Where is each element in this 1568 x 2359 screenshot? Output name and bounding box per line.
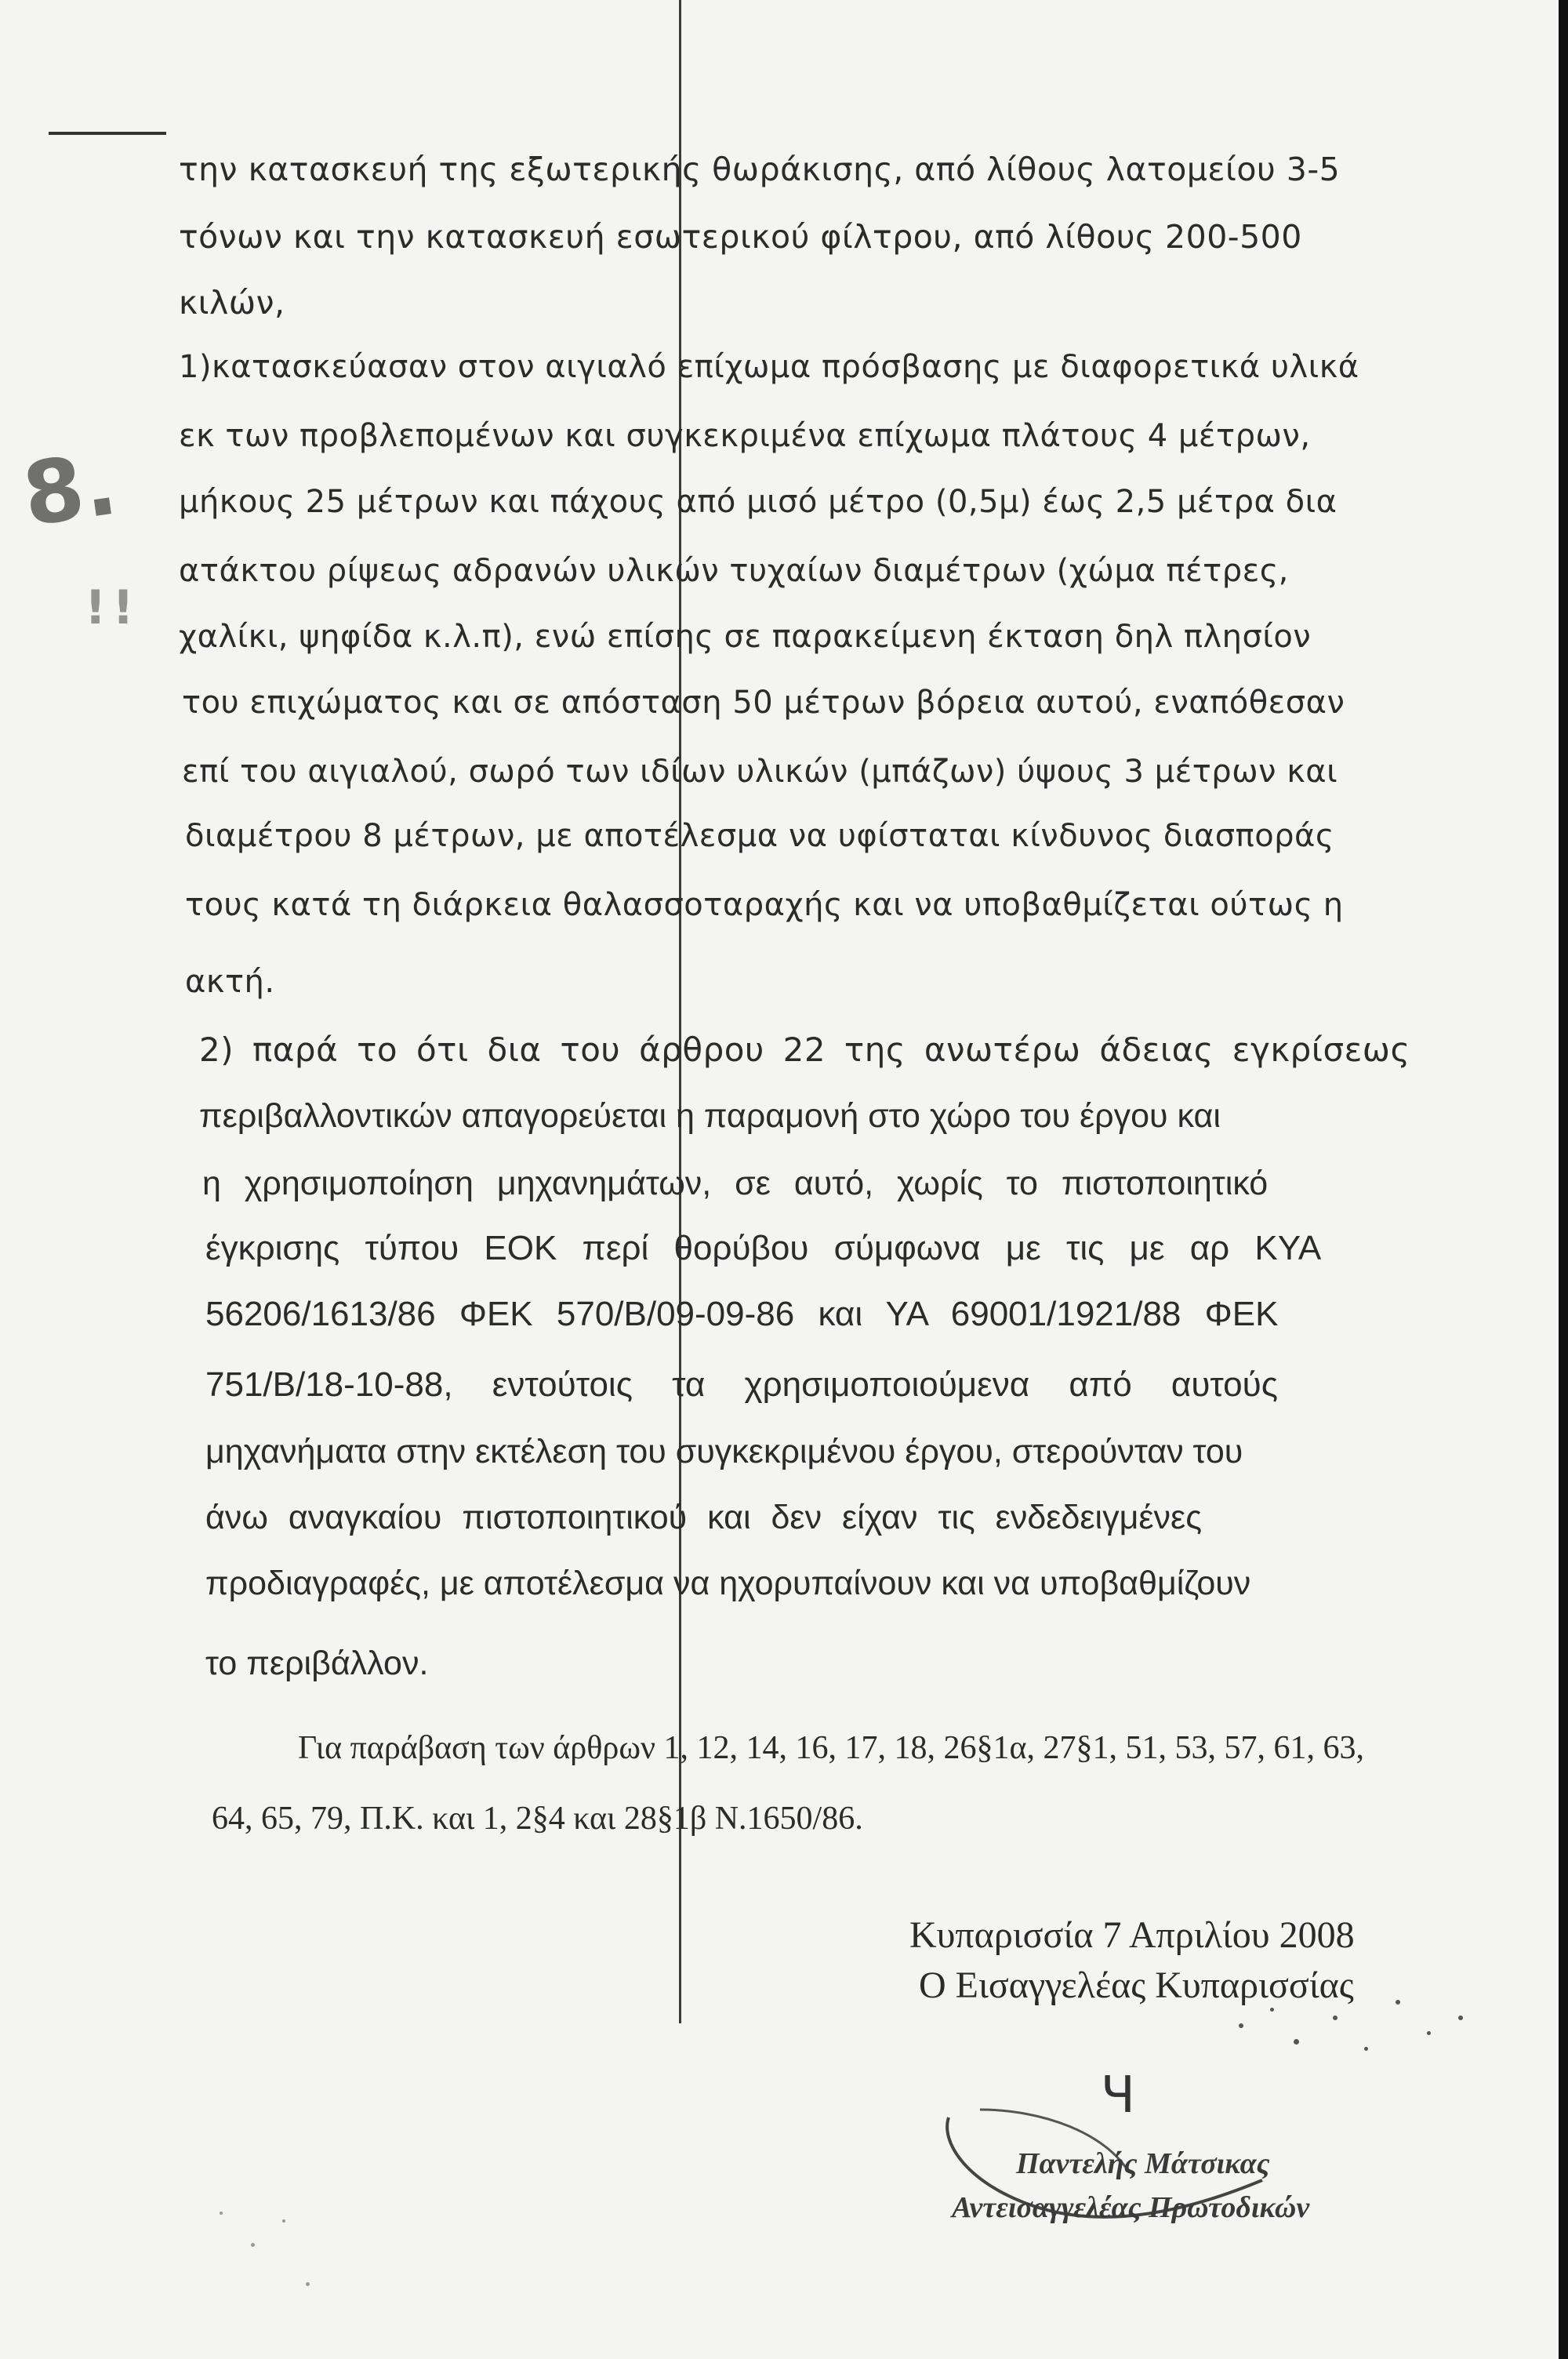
text-line-16: η χρησιμοποίηση μηχανημάτων, σε αυτό, χωρίς το πιστοποιητικό: [202, 1165, 1269, 1202]
closing-role: Ο Εισαγγελέας Κυπαρισσίας: [919, 1965, 1354, 2006]
stamp-speckle: [1223, 1992, 1490, 2086]
text-line-15: περιβαλλοντικών απαγορεύεται η παραμονή στο χώρο του έργου και: [199, 1097, 1221, 1135]
text-line-23: το περιβάλλον.: [205, 1645, 429, 1682]
text-line-2: τόνων και την κατασκευή εσωτερικού φίλτρου, από λίθους 200-500: [179, 218, 1302, 256]
text-line-6: μήκους 25 μέτρων και πάχους από μισό μέτρο (0,5μ) έως 2,5 μέτρα δια: [179, 484, 1338, 520]
fold-line: [679, 0, 681, 2023]
signature-title: Αντεισαγγελέας Πρωτοδικών: [952, 2191, 1310, 2224]
text-line-24: Για παράβαση των άρθρων 1, 12, 14, 16, 17, 18, 26§1α, 27§1, 51, 53, 57, 61, 63,: [298, 1730, 1364, 1766]
signature-initial: Ч: [1101, 2066, 1135, 2125]
text-line-1: την κατασκευή της εξωτερικής θωράκισης, από λίθους λατομείου 3-5: [179, 151, 1341, 188]
margin-smudge: 8.: [16, 433, 123, 546]
corner-pen-mark: [49, 132, 166, 135]
text-line-22: προδιαγραφές, με αποτέλεσμα να ηχορυπαίνουν και να υποβαθμίζουν: [205, 1565, 1251, 1602]
text-line-5: εκ των προβλεπομένων και συγκεκριμένα επίχωμα πλάτους 4 μέτρων,: [179, 418, 1311, 454]
text-line-17: έγκρισης τύπου ΕΟΚ περί θορύβου σύμφωνα με τις με αρ ΚΥΑ: [205, 1229, 1322, 1267]
text-line-14: 2) παρά το ότι δια του άρθρου 22 της ανωτέρω άδειας εγκρίσεως: [199, 1030, 1410, 1069]
text-line-10: επί του αιγιαλού, σωρό των ιδίων υλικών (μπάζων) ύψους 3 μέτρων και: [182, 754, 1338, 790]
text-line-12: τους κατά τη διάρκεια θαλασσοταραχής και να υποβαθμίζεται ούτως η: [185, 887, 1344, 923]
text-line-4: 1)κατασκεύασαν στον αιγιαλό επίχωμα πρόσβασης με διαφορετικά υλικά: [179, 349, 1359, 385]
closing-place-date: Κυπαρισσία 7 Απριλίου 2008: [909, 1914, 1355, 1956]
text-line-20: μηχανήματα στην εκτέλεση του συγκεκριμένου έργου, στερούνταν του: [205, 1433, 1243, 1470]
text-line-19: 751/Β/18-10-88, εντούτοις τα χρησιμοποιούμενα από αυτούς: [205, 1365, 1278, 1404]
text-line-25: 64, 65, 79, Π.Κ. και 1, 2§4 και 28§1β Ν.1650/86.: [212, 1801, 863, 1837]
scan-edge: [1559, 0, 1568, 2359]
bottom-left-speckle: [212, 2196, 337, 2321]
text-line-13: ακτή.: [185, 964, 275, 1000]
text-line-21: άνω αναγκαίου πιστοποιητικού και δεν είχαν τις ενδεδειγμένες: [205, 1499, 1202, 1536]
text-line-11: διαμέτρου 8 μέτρων, με αποτέλεσμα να υφίσταται κίνδυνος διασποράς: [185, 818, 1334, 854]
margin-dots: !!: [85, 580, 140, 635]
text-line-3: κιλών,: [179, 284, 285, 322]
text-line-8: χαλίκι, ψηφίδα κ.λ.π), ενώ επίσης σε παρακείμενη έκταση δηλ πλησίον: [179, 619, 1312, 655]
text-line-18: 56206/1613/86 ΦΕΚ 570/Β/09-09-86 και ΥΑ 69001/1921/88 ΦΕΚ: [205, 1295, 1279, 1333]
text-line-9: του επιχώματος και σε απόσταση 50 μέτρων βόρεια αυτού, εναπόθεσαν: [182, 685, 1345, 721]
text-line-7: ατάκτου ρίψεως αδρανών υλικών τυχαίων διαμέτρων (χώμα πέτρες,: [179, 553, 1289, 589]
signature-name: Παντελής Μάτσικας: [1016, 2147, 1270, 2180]
